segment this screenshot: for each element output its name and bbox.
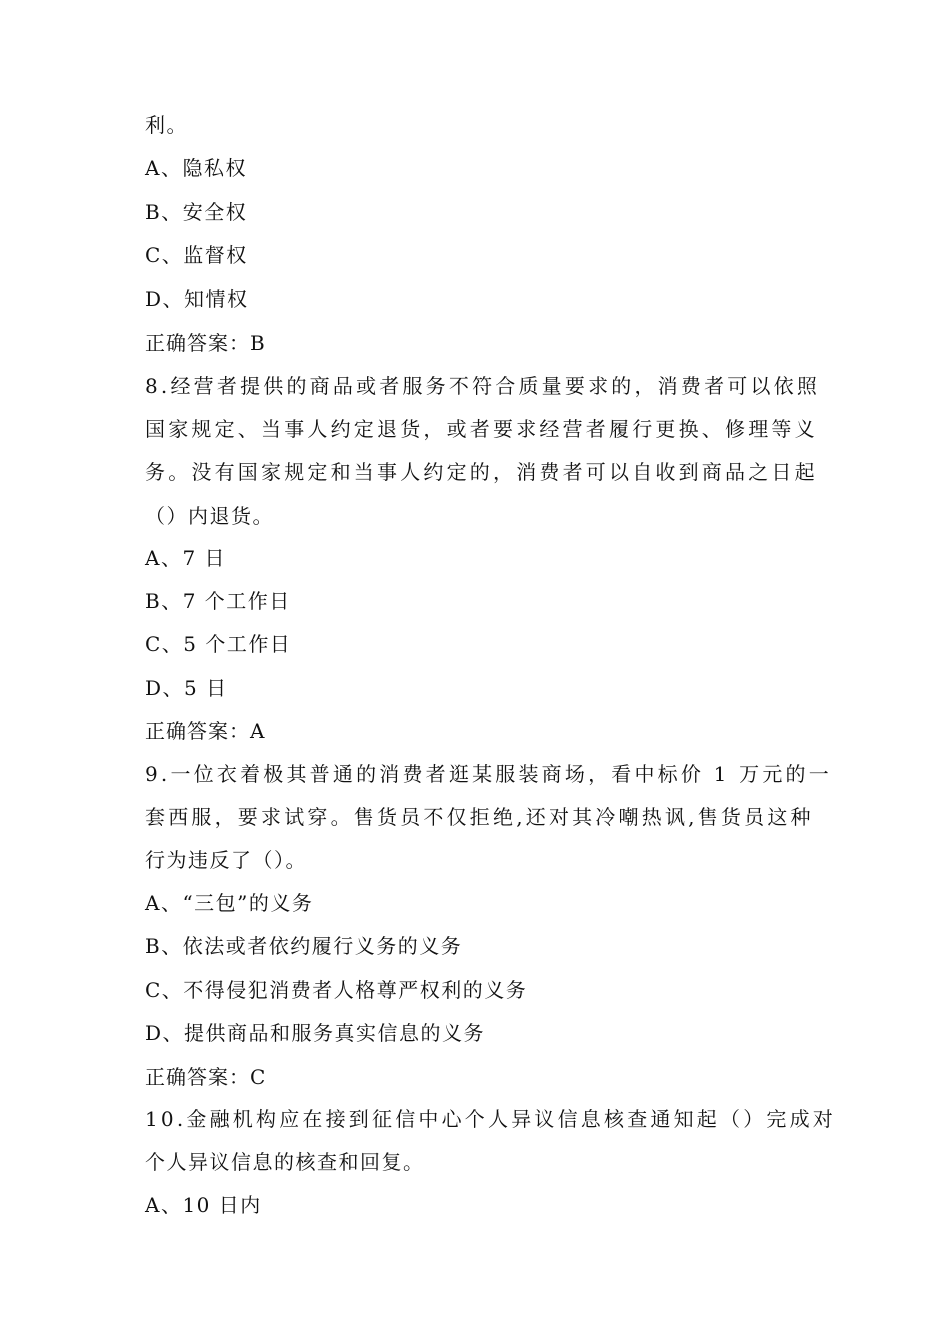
question-8-line-3: 务。没有国家规定和当事人约定的，消费者可以自收到商品之日起 — [145, 460, 818, 484]
option-a: A、10 日内 — [145, 1193, 262, 1217]
option-b: B、安全权 — [145, 200, 248, 224]
option-b: B、7 个工作日 — [145, 589, 291, 613]
option-d: D、知情权 — [145, 287, 249, 311]
question-8-line-4: （）内退货。 — [145, 504, 274, 528]
question-8-line-1: 8.经营者提供的商品或者服务不符合质量要求的，消费者可以依照 — [145, 374, 821, 398]
option-a: A、7 日 — [145, 546, 227, 570]
correct-answer: 正确答案：B — [145, 331, 266, 355]
correct-answer: 正确答案：C — [145, 1065, 267, 1089]
option-d: D、5 日 — [145, 676, 228, 700]
option-a: A、隐私权 — [145, 156, 247, 180]
text-line-continuation: 利。 — [145, 113, 188, 137]
correct-answer: 正确答案：A — [145, 719, 266, 743]
question-9-line-1: 9.一位衣着极其普通的消费者逛某服装商场，看中标价 1 万元的一 — [145, 762, 832, 786]
question-9-line-3: 行为违反了（）。 — [145, 848, 307, 872]
option-c: C、监督权 — [145, 243, 248, 267]
question-10-line-2: 个人异议信息的核查和回复。 — [145, 1150, 425, 1174]
option-c: C、5 个工作日 — [145, 632, 292, 656]
option-c: C、不得侵犯消费者人格尊严权利的义务 — [145, 978, 528, 1002]
question-9-line-2: 套西服，要求试穿。售货员不仅拒绝,还对其冷嘲热讽,售货员这种 — [145, 805, 814, 829]
question-8-line-2: 国家规定、当事人约定退货，或者要求经营者履行更换、修理等义 — [145, 417, 818, 441]
option-d: D、提供商品和服务真实信息的义务 — [145, 1021, 486, 1045]
question-10-line-1: 10.金融机构应在接到征信中心个人异议信息核查通知起（）完成对 — [145, 1107, 837, 1131]
option-b: B、依法或者依约履行义务的义务 — [145, 934, 463, 958]
option-a: A、“三包”的义务 — [145, 891, 314, 915]
